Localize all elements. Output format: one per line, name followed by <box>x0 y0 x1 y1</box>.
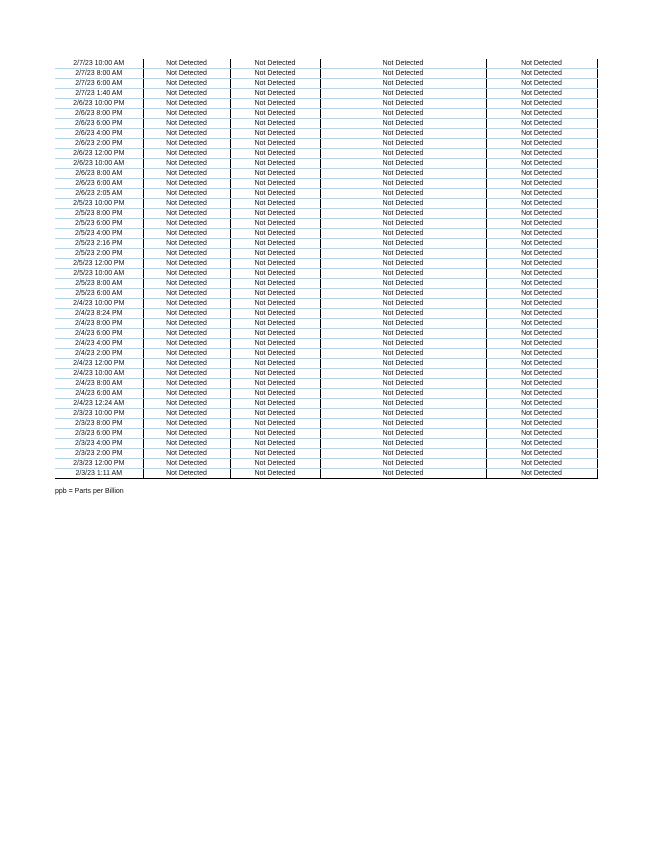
result-cell: Not Detected <box>486 109 597 119</box>
result-cell: Not Detected <box>230 139 320 149</box>
result-cell: Not Detected <box>143 79 230 89</box>
datetime-cell: 2/4/23 2:00 PM <box>55 349 143 359</box>
result-cell: Not Detected <box>320 119 486 129</box>
result-cell: Not Detected <box>486 449 597 459</box>
result-cell: Not Detected <box>143 469 230 479</box>
result-cell: Not Detected <box>143 69 230 79</box>
result-cell: Not Detected <box>486 269 597 279</box>
table-row <box>55 309 597 319</box>
datetime-cell: 2/4/23 10:00 AM <box>55 369 143 379</box>
result-cell: Not Detected <box>486 289 597 299</box>
datetime-cell: 2/6/23 2:05 AM <box>55 189 143 199</box>
result-cell: Not Detected <box>230 379 320 389</box>
result-cell: Not Detected <box>143 289 230 299</box>
datetime-cell: 2/4/23 6:00 PM <box>55 329 143 339</box>
table-row <box>55 249 597 259</box>
datetime-cell: 2/7/23 8:00 AM <box>55 69 143 79</box>
result-cell: Not Detected <box>486 279 597 289</box>
datetime-cell: 2/3/23 6:00 PM <box>55 429 143 439</box>
datetime-cell: 2/6/23 10:00 AM <box>55 159 143 169</box>
result-cell: Not Detected <box>486 359 597 369</box>
datetime-cell: 2/6/23 4:00 PM <box>55 129 143 139</box>
table-row <box>55 329 597 339</box>
result-cell: Not Detected <box>230 339 320 349</box>
result-cell: Not Detected <box>143 379 230 389</box>
table-row <box>55 159 597 169</box>
result-cell: Not Detected <box>230 249 320 259</box>
result-cell: Not Detected <box>320 269 486 279</box>
result-cell: Not Detected <box>320 69 486 79</box>
datetime-cell: 2/4/23 8:24 PM <box>55 309 143 319</box>
datetime-cell: 2/7/23 1:40 AM <box>55 89 143 99</box>
result-cell: Not Detected <box>486 369 597 379</box>
table-row <box>55 219 597 229</box>
datetime-cell: 2/3/23 1:11 AM <box>55 469 143 479</box>
result-cell: Not Detected <box>230 69 320 79</box>
datetime-cell: 2/4/23 6:00 AM <box>55 389 143 399</box>
result-cell: Not Detected <box>230 119 320 129</box>
datetime-cell: 2/6/23 6:00 PM <box>55 119 143 129</box>
table-row <box>55 179 597 189</box>
result-cell: Not Detected <box>320 149 486 159</box>
result-cell: Not Detected <box>143 439 230 449</box>
table-row <box>55 379 597 389</box>
result-cell: Not Detected <box>320 199 486 209</box>
table-row <box>55 279 597 289</box>
table-row <box>55 319 597 329</box>
result-cell: Not Detected <box>230 369 320 379</box>
datetime-cell: 2/5/23 12:00 PM <box>55 259 143 269</box>
datetime-cell: 2/6/23 10:00 PM <box>55 99 143 109</box>
result-cell: Not Detected <box>230 259 320 269</box>
result-cell: Not Detected <box>320 139 486 149</box>
result-cell: Not Detected <box>486 219 597 229</box>
footnote: ppb = Parts per Billion <box>55 488 124 495</box>
table-row <box>55 449 597 459</box>
table-row <box>55 229 597 239</box>
datetime-cell: 2/5/23 10:00 PM <box>55 199 143 209</box>
result-cell: Not Detected <box>230 149 320 159</box>
result-cell: Not Detected <box>486 259 597 269</box>
result-cell: Not Detected <box>143 369 230 379</box>
result-cell: Not Detected <box>486 159 597 169</box>
result-cell: Not Detected <box>230 319 320 329</box>
result-cell: Not Detected <box>320 179 486 189</box>
result-cell: Not Detected <box>143 219 230 229</box>
result-cell: Not Detected <box>230 189 320 199</box>
result-cell: Not Detected <box>143 459 230 469</box>
table-row <box>55 359 597 369</box>
result-cell: Not Detected <box>486 339 597 349</box>
result-cell: Not Detected <box>320 249 486 259</box>
datetime-cell: 2/4/23 8:00 PM <box>55 319 143 329</box>
result-cell: Not Detected <box>486 329 597 339</box>
result-cell: Not Detected <box>320 459 486 469</box>
result-cell: Not Detected <box>143 319 230 329</box>
result-cell: Not Detected <box>230 79 320 89</box>
result-cell: Not Detected <box>486 59 597 69</box>
table-row <box>55 109 597 119</box>
table-row <box>55 169 597 179</box>
datetime-cell: 2/5/23 4:00 PM <box>55 229 143 239</box>
result-cell: Not Detected <box>486 309 597 319</box>
result-cell: Not Detected <box>320 209 486 219</box>
result-cell: Not Detected <box>230 239 320 249</box>
result-cell: Not Detected <box>320 399 486 409</box>
result-cell: Not Detected <box>143 429 230 439</box>
result-cell: Not Detected <box>230 159 320 169</box>
result-cell: Not Detected <box>320 59 486 69</box>
table-row <box>55 459 597 469</box>
result-cell: Not Detected <box>143 329 230 339</box>
result-cell: Not Detected <box>143 189 230 199</box>
result-cell: Not Detected <box>320 469 486 479</box>
datetime-cell: 2/6/23 6:00 AM <box>55 179 143 189</box>
datetime-cell: 2/3/23 4:00 PM <box>55 439 143 449</box>
result-cell: Not Detected <box>143 269 230 279</box>
datetime-cell: 2/3/23 8:00 PM <box>55 419 143 429</box>
result-cell: Not Detected <box>143 249 230 259</box>
result-cell: Not Detected <box>486 349 597 359</box>
result-cell: Not Detected <box>230 179 320 189</box>
table-row <box>55 239 597 249</box>
result-cell: Not Detected <box>143 259 230 269</box>
result-cell: Not Detected <box>320 329 486 339</box>
result-cell: Not Detected <box>230 269 320 279</box>
result-cell: Not Detected <box>143 199 230 209</box>
result-cell: Not Detected <box>230 229 320 239</box>
result-cell: Not Detected <box>230 289 320 299</box>
result-cell: Not Detected <box>143 89 230 99</box>
result-cell: Not Detected <box>230 169 320 179</box>
result-cell: Not Detected <box>320 309 486 319</box>
result-cell: Not Detected <box>320 299 486 309</box>
table-row <box>55 189 597 199</box>
table-row <box>55 139 597 149</box>
result-cell: Not Detected <box>486 319 597 329</box>
datetime-cell: 2/4/23 10:00 PM <box>55 299 143 309</box>
result-cell: Not Detected <box>143 59 230 69</box>
table-row <box>55 349 597 359</box>
result-cell: Not Detected <box>230 409 320 419</box>
table-row <box>55 469 597 479</box>
table-row <box>55 399 597 409</box>
result-cell: Not Detected <box>143 179 230 189</box>
result-cell: Not Detected <box>320 369 486 379</box>
datetime-cell: 2/4/23 12:00 PM <box>55 359 143 369</box>
table-row <box>55 209 597 219</box>
result-cell: Not Detected <box>230 89 320 99</box>
datetime-cell: 2/5/23 6:00 AM <box>55 289 143 299</box>
result-cell: Not Detected <box>143 349 230 359</box>
datetime-cell: 2/5/23 2:16 PM <box>55 239 143 249</box>
result-cell: Not Detected <box>143 449 230 459</box>
table-row <box>55 369 597 379</box>
result-cell: Not Detected <box>521 470 562 477</box>
result-cell: Not Detected <box>320 439 486 449</box>
table-row <box>55 149 597 159</box>
table-row <box>55 439 597 449</box>
result-cell: Not Detected <box>230 309 320 319</box>
result-cell: Not Detected <box>320 129 486 139</box>
result-cell: Not Detected <box>320 239 486 249</box>
result-cell: Not Detected <box>230 389 320 399</box>
table-row <box>55 389 597 399</box>
result-cell: Not Detected <box>320 159 486 169</box>
result-cell: Not Detected <box>230 359 320 369</box>
datetime-cell: 2/6/23 2:00 PM <box>55 139 143 149</box>
table-row <box>55 99 597 109</box>
result-cell: Not Detected <box>143 229 230 239</box>
result-cell: Not Detected <box>143 279 230 289</box>
result-cell: Not Detected <box>230 449 320 459</box>
table-row <box>55 129 597 139</box>
result-cell: Not Detected <box>143 139 230 149</box>
result-cell: Not Detected <box>143 389 230 399</box>
datetime-cell: 2/5/23 10:00 AM <box>55 269 143 279</box>
result-cell: Not Detected <box>486 139 597 149</box>
result-cell: Not Detected <box>230 219 320 229</box>
result-cell: Not Detected <box>486 119 597 129</box>
result-cell: Not Detected <box>486 129 597 139</box>
result-cell: Not Detected <box>230 109 320 119</box>
result-cell: Not Detected <box>320 229 486 239</box>
table-row <box>55 199 597 209</box>
result-cell: Not Detected <box>143 309 230 319</box>
datetime-cell: 2/5/23 8:00 PM <box>55 209 143 219</box>
result-cell: Not Detected <box>320 259 486 269</box>
result-cell: Not Detected <box>486 399 597 409</box>
result-cell: Not Detected <box>486 189 597 199</box>
result-cell: Not Detected <box>486 379 597 389</box>
result-cell: Not Detected <box>486 199 597 209</box>
result-cell: Not Detected <box>143 399 230 409</box>
result-cell: Not Detected <box>230 59 320 69</box>
datetime-cell: 2/5/23 6:00 PM <box>55 219 143 229</box>
result-cell: Not Detected <box>320 339 486 349</box>
result-cell: Not Detected <box>320 419 486 429</box>
result-cell: Not Detected <box>486 99 597 109</box>
result-cell: Not Detected <box>320 379 486 389</box>
result-cell: Not Detected <box>486 209 597 219</box>
result-cell: Not Detected <box>320 349 486 359</box>
table-row <box>55 79 597 89</box>
datetime-cell: 2/5/23 8:00 AM <box>55 279 143 289</box>
result-cell: Not Detected <box>320 169 486 179</box>
result-cell: Not Detected <box>230 199 320 209</box>
result-cell: Not Detected <box>486 79 597 89</box>
result-cell: Not Detected <box>486 389 597 399</box>
result-cell: Not Detected <box>230 129 320 139</box>
result-cell: Not Detected <box>230 459 320 469</box>
result-cell: Not Detected <box>320 319 486 329</box>
result-cell: Not Detected <box>143 299 230 309</box>
datetime-cell: 2/4/23 8:00 AM <box>55 379 143 389</box>
result-cell: Not Detected <box>320 429 486 439</box>
result-cell: Not Detected <box>320 449 486 459</box>
datetime-cell: 2/7/23 6:00 AM <box>55 79 143 89</box>
result-cell: Not Detected <box>486 429 597 439</box>
result-cell: Not Detected <box>486 439 597 449</box>
table-row <box>55 419 597 429</box>
results-table <box>55 59 598 479</box>
result-cell: Not Detected <box>486 179 597 189</box>
result-cell: Not Detected <box>230 419 320 429</box>
result-cell: Not Detected <box>320 289 486 299</box>
datetime-cell: 2/6/23 8:00 PM <box>55 109 143 119</box>
result-cell: Not Detected <box>486 239 597 249</box>
result-cell: Not Detected <box>230 279 320 289</box>
result-cell: Not Detected <box>143 109 230 119</box>
result-cell: Not Detected <box>230 429 320 439</box>
result-cell: Not Detected <box>230 439 320 449</box>
table-row <box>55 119 597 129</box>
datetime-cell: 2/7/23 10:00 AM <box>55 59 143 69</box>
results-table-body <box>55 59 597 479</box>
result-cell: Not Detected <box>320 189 486 199</box>
result-cell: Not Detected <box>486 149 597 159</box>
result-cell: Not Detected <box>230 209 320 219</box>
table-row <box>55 259 597 269</box>
datetime-cell: 2/3/23 12:00 PM <box>55 459 143 469</box>
result-cell: Not Detected <box>486 459 597 469</box>
result-cell: Not Detected <box>143 159 230 169</box>
result-cell: Not Detected <box>320 389 486 399</box>
datetime-cell: 2/5/23 2:00 PM <box>55 249 143 259</box>
datetime-cell: 2/6/23 8:00 AM <box>55 169 143 179</box>
result-cell: Not Detected <box>320 89 486 99</box>
result-cell: Not Detected <box>486 419 597 429</box>
result-cell: Not Detected <box>143 209 230 219</box>
result-cell: Not Detected <box>320 409 486 419</box>
datetime-cell: 2/6/23 12:00 PM <box>55 149 143 159</box>
result-cell: Not Detected <box>230 399 320 409</box>
result-cell: Not Detected <box>486 69 597 79</box>
result-cell: Not Detected <box>143 419 230 429</box>
result-cell: Not Detected <box>486 299 597 309</box>
result-cell: Not Detected <box>143 339 230 349</box>
datetime-cell: 2/4/23 4:00 PM <box>55 339 143 349</box>
result-cell: Not Detected <box>486 229 597 239</box>
result-cell: Not Detected <box>230 349 320 359</box>
table-row <box>55 409 597 419</box>
table-row <box>55 289 597 299</box>
result-cell: Not Detected <box>143 359 230 369</box>
table-row <box>55 339 597 349</box>
result-cell: Not Detected <box>230 299 320 309</box>
result-cell: Not Detected <box>320 359 486 369</box>
table-row <box>55 59 597 69</box>
result-cell: Not Detected <box>143 129 230 139</box>
result-cell: Not Detected <box>143 119 230 129</box>
result-cell: Not Detected <box>143 239 230 249</box>
result-cell: Not Detected <box>230 329 320 339</box>
table-row <box>55 299 597 309</box>
result-cell: Not Detected <box>486 89 597 99</box>
result-cell: Not Detected <box>320 99 486 109</box>
datetime-cell: 2/3/23 2:00 PM <box>55 449 143 459</box>
result-cell: Not Detected <box>320 79 486 89</box>
result-cell: Not Detected <box>230 99 320 109</box>
result-cell: Not Detected <box>486 169 597 179</box>
datetime-cell: 2/3/23 10:00 PM <box>55 409 143 419</box>
result-cell: Not Detected <box>230 469 320 479</box>
datetime-cell: 2/4/23 12:24 AM <box>55 399 143 409</box>
table-row <box>55 89 597 99</box>
result-cell: Not Detected <box>143 409 230 419</box>
result-cell: Not Detected <box>486 249 597 259</box>
result-cell: Not Detected <box>320 279 486 289</box>
table-row <box>55 69 597 79</box>
result-cell: Not Detected <box>486 409 597 419</box>
result-cell: Not Detected <box>143 169 230 179</box>
result-cell: Not Detected <box>143 149 230 159</box>
result-cell: Not Detected <box>320 109 486 119</box>
result-cell: Not Detected <box>143 99 230 109</box>
result-cell: Not Detected <box>320 219 486 229</box>
table-row <box>55 269 597 279</box>
table-row <box>55 429 597 439</box>
